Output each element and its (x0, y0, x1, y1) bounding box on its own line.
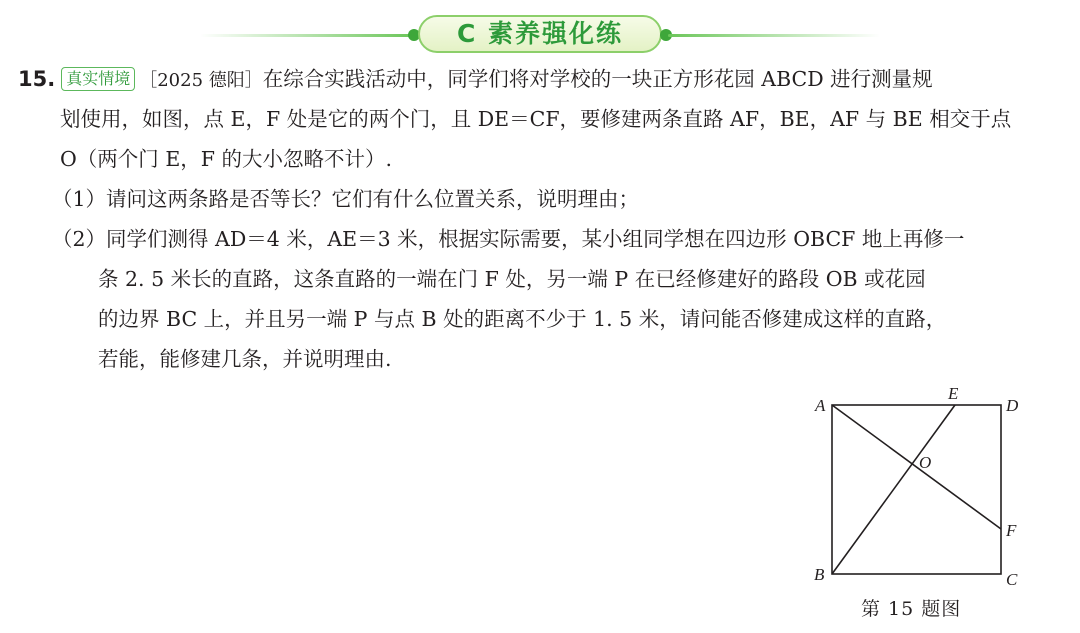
square-abcd (832, 405, 1001, 574)
geometry-figure (800, 380, 1040, 625)
question-2-line-3: 的边界 BC 上，并且另一端 P 与点 B 处的距离不少于 1. 5 米，请问能否修建成这样的直路， (98, 307, 947, 331)
banner-left-line (200, 34, 412, 37)
banner-right-line (668, 34, 880, 37)
section-title: C 素养强化练 (418, 15, 662, 53)
label-f: F (1006, 521, 1017, 540)
figure-caption: 第 15 题图 (861, 598, 962, 620)
question-2-line-4: 若能，能修建几条，并说明理由. (98, 347, 392, 371)
label-b: B (814, 565, 825, 584)
question-2-line-1: （2）同学们测得 AD＝4 米，AE＝3 米，根据实际需要，某小组同学想在四边形 OBCF 地上再修一 (52, 227, 965, 251)
problem-source: ［2025 德阳］ (139, 70, 263, 91)
label-a: A (815, 396, 826, 415)
problem-stem-line-2: 划使用，如图，点 E，F 处是它的两个门，且 DE＝CF，要修建两条直路 AF，BE，AF 与 BE 相交于点 (60, 107, 1012, 131)
road-be (832, 405, 955, 574)
label-d: D (1006, 396, 1019, 415)
road-af (832, 405, 1001, 529)
question-2-line-2: 条 2. 5 米长的直路，这条直路的一端在门 F 处，另一端 P 在已经修建好的路段 OB 或花园 (98, 267, 926, 291)
problem-stem-line-3: O（两个门 E，F 的大小忽略不计）. (60, 147, 393, 171)
label-e: E (948, 384, 959, 403)
problem-stem-line-1 (18, 61, 933, 99)
problem-number: 15. (18, 67, 56, 91)
label-c: C (1006, 570, 1018, 589)
section-banner (200, 12, 880, 58)
problem-tag: 真实情境 (61, 67, 135, 91)
label-o: O (919, 453, 932, 472)
stem-text-1: 在综合实践活动中，同学们将对学校的一块正方形花园 ABCD 进行测量规 (262, 67, 933, 91)
question-1: （1）请问这两条路是否等长？它们有什么位置关系，说明理由； (52, 187, 640, 211)
